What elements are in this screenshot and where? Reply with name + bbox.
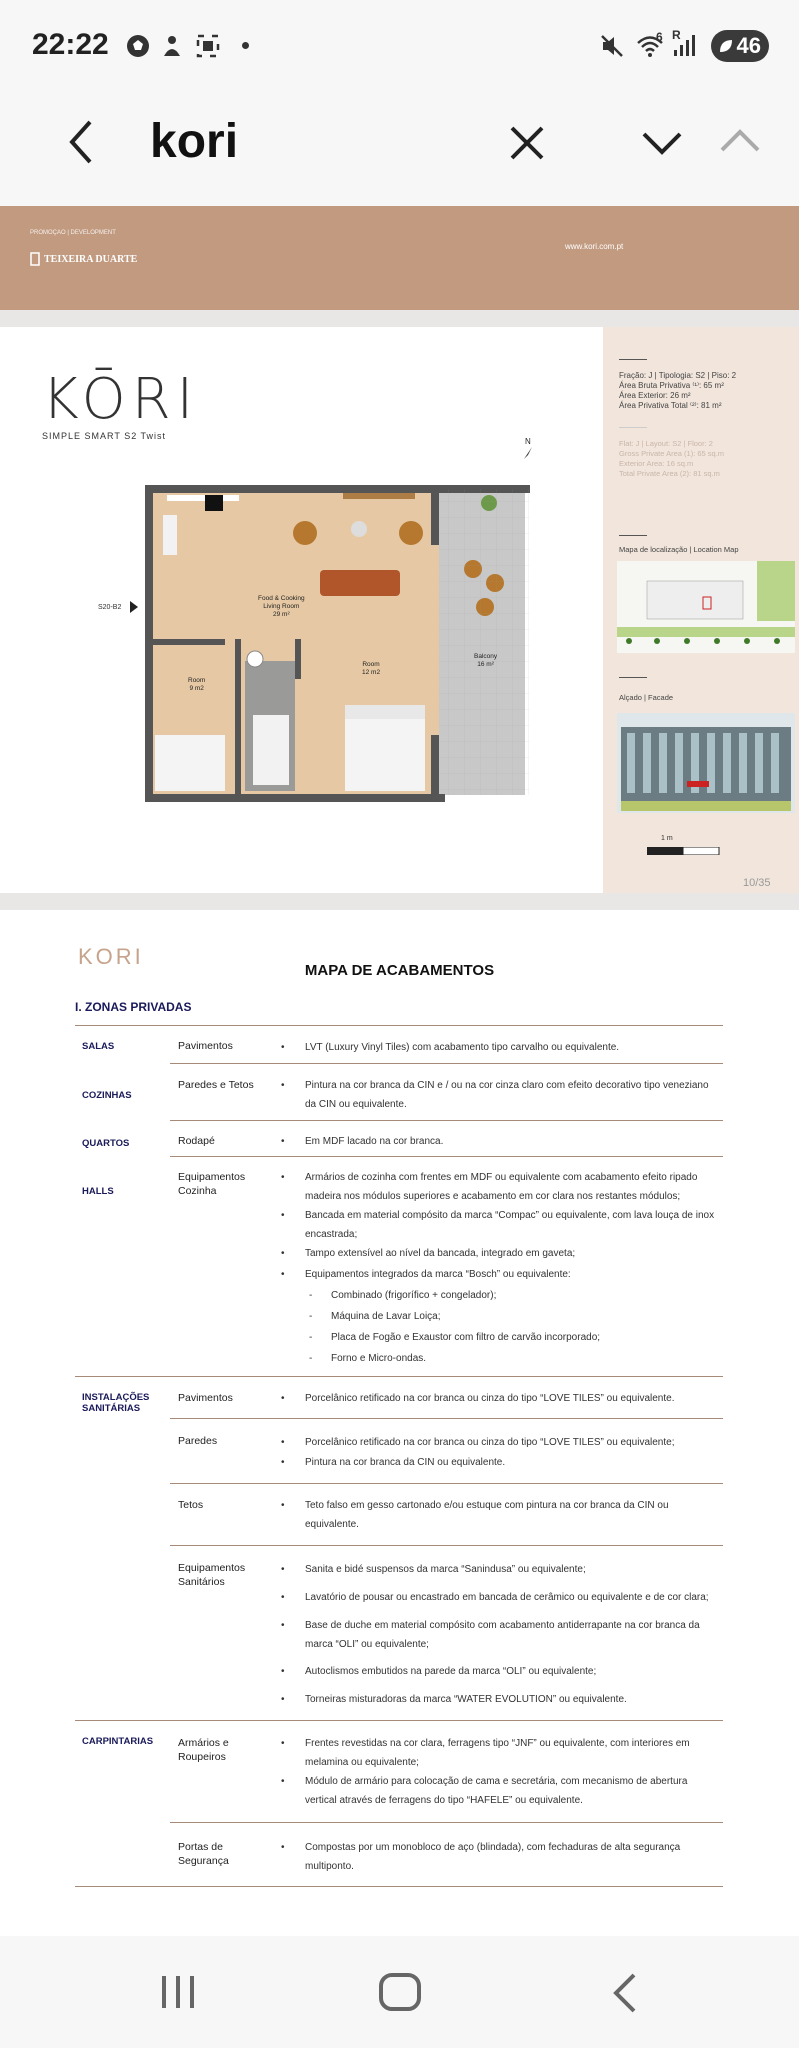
group-label: CARPINTARIAS (82, 1736, 154, 1747)
row-item: • Equipamentos integrados da marca “Bosch” ou equivalente: (305, 1265, 715, 1284)
room-label-room1: Room 9 m2 (188, 677, 206, 692)
row-label: Tetos (178, 1499, 204, 1511)
row-item: • Lavatório de pousar ou encastrado em bancada de cerâmico ou equivalente e de cor clara; (305, 1588, 715, 1607)
divider (75, 1720, 723, 1721)
plan-subtitle: SIMPLE SMART S2 Twist (42, 431, 167, 441)
north-arrow-icon (522, 447, 534, 461)
divider (75, 1886, 723, 1887)
group-label: QUARTOS (82, 1138, 130, 1149)
screenshot-icon (194, 32, 222, 60)
info-line-en: Flat: J | Layout: S2 | Floor: 2 (619, 439, 713, 448)
room-label-living: Food & Cooking Living Room 29 m² (258, 595, 305, 618)
next-match-chevron-down-icon[interactable] (640, 130, 684, 156)
group-label: HALLS (82, 1186, 114, 1197)
group-label: COZINHAS (82, 1090, 132, 1101)
row-label: Pavimentos (178, 1392, 233, 1404)
kori-logo: KŌRI (42, 367, 200, 432)
row-subitem: - Máquina de Lavar Loiça; (331, 1307, 715, 1326)
pokemon-trainer-icon (158, 32, 186, 60)
previous-match-chevron-up-icon[interactable] (718, 128, 762, 154)
row-item: • Armários de cozinha com frentes em MDF ou equivalente com acabamento efeito ripado madeira nos módulos superiores e acabamento em cor clara nos restantes módulos; (305, 1168, 715, 1206)
notification-dot-icon (242, 42, 249, 49)
info-line: Área Privativa Total ⁽²⁾: 81 m² (619, 401, 722, 410)
location-map-label: Mapa de localização | Location Map (619, 545, 739, 554)
system-navigation-bar (0, 1936, 799, 2048)
info-line-en: Exterior Area: 16 sq.m (619, 459, 694, 468)
info-line-en: Total Private Area (2): 81 sq.m (619, 469, 720, 478)
row-item: • Porcelânico retificado na cor branca ou cinza do tipo “LOVE TILES” ou equivalente. (305, 1389, 715, 1408)
row-label: Paredes e Tetos (178, 1079, 254, 1091)
row-item: • Em MDF lacado na cor branca. (305, 1132, 715, 1151)
divider (170, 1120, 723, 1121)
page-title: MAPA DE ACABAMENTOS (304, 962, 495, 979)
entrance-arrow-icon (130, 601, 138, 613)
divider (170, 1418, 723, 1419)
status-bar (0, 0, 799, 92)
row-subitem: - Forno e Micro-ondas. (331, 1349, 715, 1368)
room-label-room2: Room 12 m2 (362, 661, 381, 676)
info-line: Fração: J | Tipologia: S2 | Piso: 2 (619, 371, 737, 380)
mute-icon (598, 32, 626, 60)
row-label: Armários e Roupeiros (178, 1737, 229, 1763)
page-number: 10/35 (743, 877, 771, 889)
divider (170, 1156, 723, 1157)
divider (75, 1025, 723, 1026)
back-icon[interactable] (610, 1972, 640, 2014)
row-item: • Compostas por um monobloco de aço (blindada), com fechaduras de alta segurança multiponto. (305, 1838, 715, 1876)
row-item: • Teto falso em gesso cartonado e/ou estuque com pintura na cor branca da CIN ou equivalente. (305, 1496, 715, 1534)
row-item: • Tampo extensível ao nível da bancada, integrado em gaveta; (305, 1244, 715, 1263)
row-item: • Sanita e bidé suspensos da marca “Sanindusa” ou equivalente; (305, 1560, 715, 1579)
section-heading: I. ZONAS PRIVADAS (75, 1000, 192, 1014)
row-item: • Porcelânico retificado na cor branca ou cinza do tipo “LOVE TILES” ou equivalente; (305, 1433, 715, 1452)
row-item: • Torneiras misturadoras da marca “WATER EVOLUTION” ou equivalente. (305, 1690, 715, 1709)
row-label: Equipamentos Cozinha (178, 1171, 246, 1197)
row-subitem: - Combinado (frigorífico + congelador); (331, 1286, 715, 1305)
north-label: N (525, 437, 531, 446)
group-label: SALAS (82, 1041, 115, 1052)
info-line: Área Bruta Privativa ⁽¹⁾: 65 m² (619, 381, 724, 390)
row-item: • Frentes revestidas na cor clara, ferragens tipo “JNF” ou equivalente, com interiores em melamina ou equivalente; (305, 1734, 715, 1772)
divider (170, 1545, 723, 1546)
row-label: Portas de Segurança (178, 1841, 229, 1867)
find-query-input[interactable]: kori (150, 115, 239, 168)
divider (619, 359, 647, 360)
divider (170, 1822, 723, 1823)
divider (619, 427, 647, 428)
row-item: • Pintura na cor branca da CIN ou equivalente. (305, 1453, 715, 1472)
row-item: • Módulo de armário para colocação de cama e secretária, com mecanismo de abertura vertical através de ferragens do tipo “HAFELE” ou equivalente. (305, 1772, 715, 1810)
row-item: • Base de duche em material compósito com acabamento antiderrapante na cor branca da marca “OLI” ou equivalente; (305, 1616, 715, 1654)
brand-name: TEIXEIRA DUARTE (44, 254, 138, 265)
info-line-en: Gross Private Area (1): 65 sq.m (619, 449, 725, 458)
facade-image (617, 713, 795, 813)
divider (75, 1376, 723, 1377)
row-item: • LVT (Luxury Vinyl Tiles) com acabamento tipo carvalho ou equivalente. (305, 1038, 715, 1057)
promotion-label: PROMOÇÃO | DEVELOPMENT (30, 230, 116, 236)
row-item: • Pintura na cor branca da CIN e / ou na cor cinza claro com efeito decorativo tipo veneziano da CIN ou equivalente. (305, 1076, 715, 1114)
network-type-label: 6 (656, 30, 663, 44)
location-map-image (617, 561, 795, 653)
row-item: • Autoclismos embutidos na parede da marca “OLI” ou equivalente; (305, 1662, 715, 1681)
row-item: • Bancada em material compósito da marca “Compac” ou equivalente, com lava louça de inox encastrada; (305, 1206, 715, 1244)
back-arrow-icon[interactable] (64, 118, 98, 166)
group-label: INSTALAÇÕES SANITÁRIAS (82, 1392, 150, 1414)
row-label: Paredes (178, 1435, 218, 1447)
plan-info-panel (603, 327, 799, 893)
find-in-page-bar (0, 92, 799, 206)
unit-label: S20-B2 (98, 604, 122, 611)
close-icon[interactable] (508, 124, 546, 162)
divider (170, 1063, 723, 1064)
battery-indicator (711, 30, 769, 62)
scale-label: 1 m (661, 835, 673, 842)
row-subitem: - Placa de Fogão e Exaustor com filtro de carvão incorporado; (331, 1328, 715, 1347)
row-label: Rodapé (178, 1135, 215, 1147)
info-line: Área Exterior: 26 m² (619, 391, 691, 400)
battery-saver-icon (717, 37, 735, 55)
roaming-label: R (672, 28, 681, 42)
divider (619, 535, 647, 536)
recent-apps-icon[interactable] (158, 1974, 198, 2010)
row-label: Pavimentos (178, 1040, 233, 1052)
room-label-balcony: Balcony 16 m² (474, 653, 498, 668)
brand-logo-icon (30, 252, 40, 266)
kori-logo-small: KORI (78, 944, 144, 969)
battery-level: 46 (736, 33, 761, 58)
facade-label: Alçado | Facade (619, 693, 674, 702)
floor-plan-drawing (145, 485, 530, 802)
divider (619, 677, 647, 678)
home-icon[interactable] (378, 1972, 422, 2012)
brochure-footer-strip (0, 206, 799, 310)
divider (170, 1483, 723, 1484)
soccer-ball-icon (124, 32, 152, 60)
floor-plan-page (0, 327, 799, 893)
clock: 22:22 (32, 28, 109, 61)
row-label: Equipamentos Sanitários (178, 1562, 246, 1588)
website-link[interactable]: www.kori.com.pt (565, 242, 624, 251)
scale-bar (647, 847, 721, 855)
finishes-page (0, 910, 799, 1936)
